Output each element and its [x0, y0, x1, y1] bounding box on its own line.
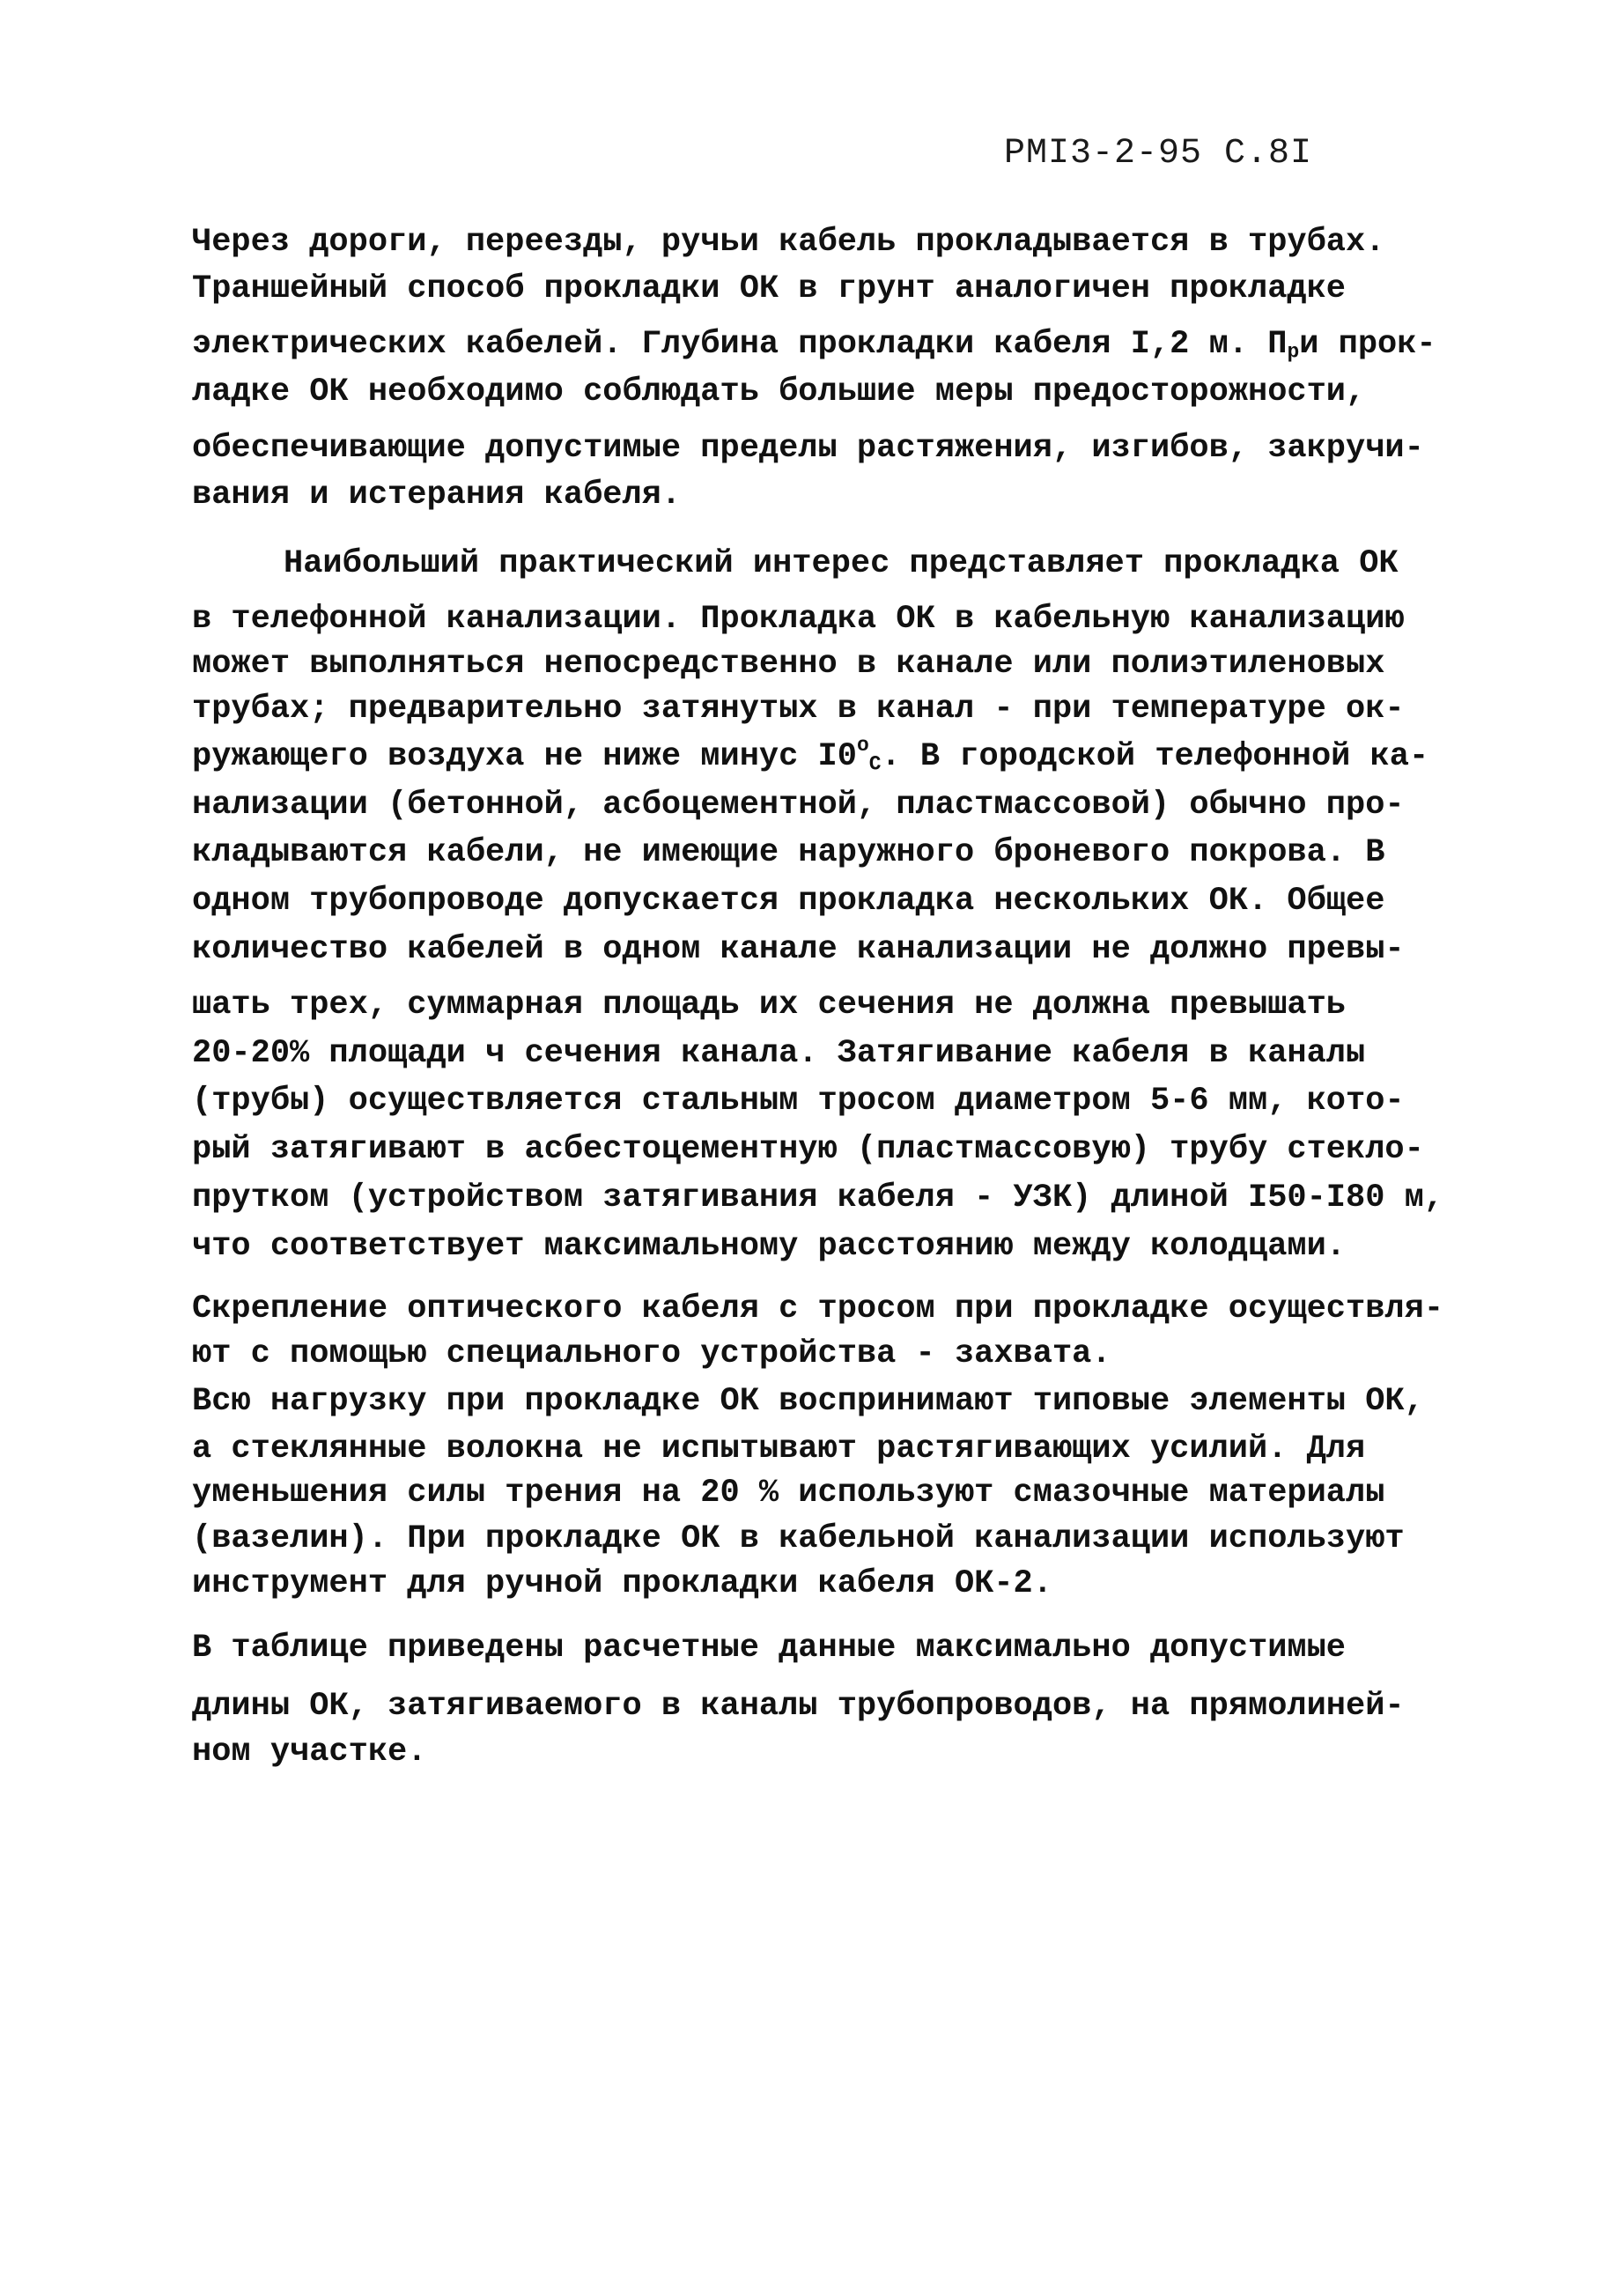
- paragraph-2-line-1: Наибольший практический интерес представляет прокладка ОК: [284, 545, 1399, 582]
- paragraph-3-line-1: Скрепление оптического кабеля с тросом при прокладке осуществля-: [192, 1290, 1444, 1327]
- paragraph-5-line-1: В таблице приведены расчетные данные максимально допустимые: [192, 1630, 1347, 1667]
- paragraph-1-line-6: вания и истерания кабеля.: [192, 477, 682, 514]
- page-header-code: РМI3-2-95 С.8I: [1004, 134, 1313, 174]
- paragraph-2-line-15: что соответствует максимальному расстоянию между колодцами.: [192, 1228, 1347, 1265]
- paragraph-2-line-9: количество кабелей в одном канале канализации не должно превы-: [192, 931, 1405, 968]
- paragraph-2-line-4: трубах; предварительно затянутых в канал - при температуре ок-: [192, 691, 1405, 728]
- paragraph-2-line-8: одном трубопроводе допускается прокладка нескольких ОК. Общее: [192, 883, 1385, 920]
- paragraph-1-line-2: Траншейный способ прокладки ОК в грунт аналогичен прокладке: [192, 270, 1347, 307]
- paragraph-1-line-3-main: электрических кабелей. Глубина прокладки кабеля I,2 м.: [192, 326, 1248, 363]
- paragraph-2-line-6: нализации (бетонной, асбоцементной, пластмассовой) обычно про-: [192, 787, 1405, 824]
- paragraph-3-line-2: ют с помощью специального устройства - захвата.: [192, 1335, 1111, 1372]
- paragraph-1-line-3-tail: [1267, 326, 1436, 363]
- paragraph-4-line-3: уменьшения силы трения на 20 % используют смазочные материалы: [192, 1475, 1385, 1512]
- paragraph-2-line-2: в телефонной канализации. Прокладка ОК в кабельную канализацию: [192, 601, 1405, 638]
- celsius-sub: С: [868, 752, 882, 776]
- tail-before: П: [1267, 326, 1288, 363]
- paragraph-2-line-14: прутком (устройством затягивания кабеля - УЗК) длиной I50-I80 м,: [192, 1179, 1444, 1216]
- paragraph-1-line-1: Через дороги, переезды, ручьи кабель прокладывается в трубах.: [192, 224, 1385, 261]
- paragraph-5-line-2: длины ОК, затягиваемого в каналы трубопроводов, на прямолиней-: [192, 1688, 1405, 1725]
- paragraph-4-line-4: (вазелин). При прокладке ОК в кабельной канализации используют: [192, 1520, 1405, 1557]
- degree-sup: о: [856, 733, 869, 757]
- paragraph-4-line-1: Всю нагрузку при прокладке ОК воспринимают типовые элементы ОК,: [192, 1383, 1424, 1420]
- paragraph-2-line-10: шать трех, суммарная площадь их сечения не должна превышать: [192, 987, 1347, 1024]
- paragraph-2-line-5-main: ружающего воздуха не ниже минус I0: [192, 738, 857, 775]
- paragraph-2-line-5: [192, 733, 1428, 780]
- paragraph-2-line-7: кладываются кабели, не имеющие наружного броневого покрова. В: [192, 834, 1385, 871]
- paragraph-4-line-5: инструмент для ручной прокладки кабеля ОК-2.: [192, 1565, 1052, 1602]
- paragraph-1-line-3: [192, 321, 1436, 368]
- paragraph-2-line-3: может выполняться непосредственно в канале или полиэтиленовых: [192, 646, 1385, 683]
- paragraph-1-line-4: ладке ОК необходимо соблюдать большие меры предосторожности,: [192, 373, 1366, 410]
- paragraph-4-line-2: а стеклянные волокна не испытывают растягивающих усилий. Для: [192, 1431, 1366, 1468]
- paragraph-2-line-13: рый затягивают в асбестоцементную (пластмассовую) трубу стекло-: [192, 1131, 1424, 1168]
- paragraph-5-line-3: ном участке.: [192, 1734, 427, 1771]
- tail-sub: р: [1287, 340, 1300, 364]
- tail-after: и прок-: [1299, 326, 1436, 363]
- paragraph-2-line-11: 20-20% площади ч сечения канала. Затягивание кабеля в каналы: [192, 1035, 1366, 1072]
- paragraph-2-line-12: (трубы) осуществляется стальным тросом диаметром 5-6 мм, кото-: [192, 1083, 1405, 1120]
- paragraph-1-line-5: обеспечивающие допустимые пределы растяжения, изгибов, закручи-: [192, 430, 1424, 467]
- paragraph-2-line-5-after: . В городской телефонной ка-: [881, 738, 1429, 775]
